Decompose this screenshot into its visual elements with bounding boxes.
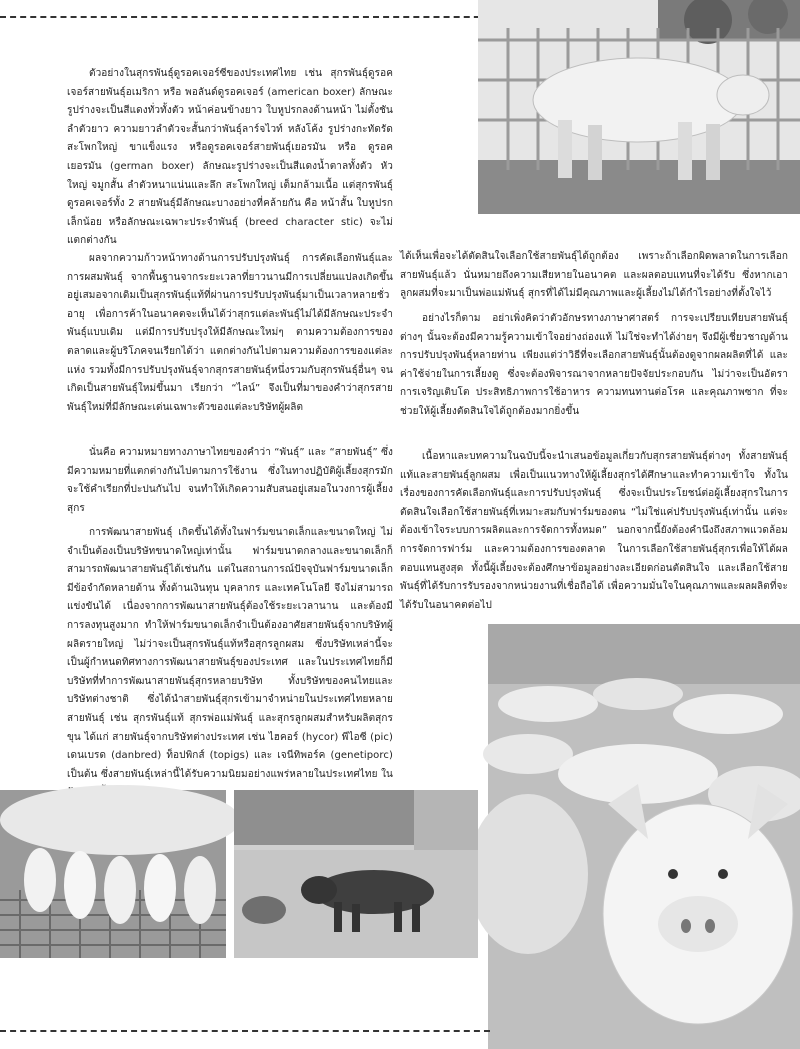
paragraph-4: การพัฒนาสายพันธุ์ เกิดขึ้นได้ทั้งในฟาร์มขนาดเล็กและขนาดใหญ่ ไม่จำเป็นต้องเป็นบริษัทขนาดใหญ่เท่านั้น ฟาร์มขนาดกลางและขนาดเล็กก็สามารถพัฒนาสายพันธุ์ได้เช่นกัน แต่ในสถานการณ์ปัจจุบันฟาร์มขนาดเล็กมีข้อจำกัดหลายด้าน ทั้งด้านเงินทุน บุคลากร และเทคโนโลยี จึงไม่สามารถแข่งขันได้ เนื่องจากการพัฒนาสายพันธุ์ต้องใช้ระยะเวลานาน และต้องมีการลงทุนสูงมาก ทำให้ฟาร์มขนาดเล็กจำเป็นต้องอาศัยสายพันธุ์จากบริษัทผู้ผลิตรายใหญ่ ไม่ว่าจะเป็นสุกรพันธุ์แท้หรือสุกรลูกผสม ซึ่งบริษัทเหล่านี้จะเป็นผู้กำหนดทิศทางการพัฒนาสายพันธุ์ของประเทศ และในประเทศไทยก็มีบริษัทที่ทำการพัฒนาสายพันธุ์สุกรหลายบริษัท ทั้งบริษัทของคนไทยและบริษัทต่างชาติ ซึ่งได้นำสายพันธุ์สุกรเข้ามาจำหน่ายในประเทศไทยหลายสายพันธุ์ เช่น สุกรพันธุ์แท้ สุกรพ่อแม่พันธุ์ และสุกรลูกผสมสำหรับผลิตสุกรขุน ได้แก่ สายพันธุ์จากบริษัทต่างประเทศ เช่น ไฮคอร์ (hycor) พีไอซี (pic) เดนเบรด (danbred) ท็อปพิกส์ (topigs) และ เจนีทิพอร์ค (genetiporc) เป็นต้น ซึ่งสายพันธุ์เหล่านี้ได้รับความนิยมอย่างแพร่หลายในประเทศไทย ใน [67,527,393,780]
photo-pig-on-grass [234,790,478,958]
photo-piglets-nursing [0,790,226,958]
paragraph-5: ได้เห็นเพื่อจะได้ตัดสินใจเลือกใช้สายพันธุ์ได้ถูกต้อง เพราะถ้าเลือกผิดพลาดในการเลือกสายพันธุ์แล้ว นั่นหมายถึงความเสียหายในอนาคต และผลตอบแทนที่จะได้รับ ซึ่งหากเอาลูกผสมที่จะมาเป็นพ่อแม่พันธุ์ สุกรที่ได้ไม่มีคุณภาพและผู้เลี้ยงไม่ได้กำไรอย่างที่ตั้งใจไว้ [400,251,788,300]
top-dashed-rule [0,16,500,18]
photo-boar-in-pen [478,0,800,214]
bottom-dashed-rule [0,1030,490,1032]
paragraph-2: ผลจากความก้าวหน้าทางด้านการปรับปรุงพันธุ์ การคัดเลือกพันธุ์และการผสมพันธุ์ จากพื้นฐานจากระยะเวลาที่ยาวนานมีการเปลี่ยนแปลงเกิดขึ้นอยู่เสมอจากเดิมเป็นสุกรพันธุ์แท้ที่ผ่านการปรับปรุงพันธุ์มาเป็นเวลาหลายชั่วอายุ เพื่อการค้าในอนาคตจะเห็นได้ว่าสุกรแต่ละพันธุ์ไม่ได้มีลักษณะประจำพันธุ์แบบเดิม แต่มีการปรับปรุงให้มีลักษณะใหม่ๆ ตามความต้องการของตลาดและผู้บริโภคจนเรียกได้ว่า แตกต่างกันไปตามความต้องการของแต่ละแห่ง รวมทั้งมีการปรับปรุงพันธุ์จากสุกรสายพันธุ์หนึ่งรวมกับสุกรพันธุ์อื่นๆ จนเกิดเป็นสายพันธุ์ใหม่ขึ้นมา เรียกว่า “ไลน์” จึงเป็นที่มาของคำว่าสุกรสายพันธุ์ใหม่ที่มีลักษณะเด่นเฉพาะตัวของแต่ละบริษัทผู้ผลิต [67,253,393,413]
photo-pig-herd [488,624,800,1049]
paragraph-6: อย่างไรก็ตาม อย่าเพิ่งคิดว่าตัวอักษรทางภาษาศาสตร์ การจะเปรียบเทียบสายพันธุ์ต่างๆ นั้นจะต้องมีความรู้ความเข้าใจอย่างถ่องแท้ ไม่ใช่จะทำได้ง่ายๆ จึงมีผู้เชี่ยวชาญด้านการปรับปรุงพันธุ์หลายท่าน เพียงแต่ว่าวิธีที่จะเลือกสายพันธุ์นั้นต้องดูจากผลผลิตที่ได้ และค่าใช้จ่ายในการเลี้ยงดู ซึ่งจะต้องพิจารณาจากหลายปัจจัยประกอบกัน ไม่ว่าจะเป็นอัตราการเจริญเติบโต ประสิทธิภาพการใช้อาหาร ความทนทานต่อโรค และคุณภาพซาก ที่จะช่วยให้ผู้เลี้ยงตัดสินใจได้ถูกต้องมากยิ่งขึ้น [400,313,788,417]
paragraph-1: ตัวอย่างในสุกรพันธุ์ดูรอคเจอร์ซีของประเทศไทย เช่น สุกรพันธุ์ดูรอคเจอร์สายพันธุ์อเมริกา หรือ พอลันด์ดูรอคเจอร์ (american boxer) ลักษณะรูปร่างจะเป็นสีแดงทั่วทั้งตัว หน้าค่อนข้างยาว ใบหูปรกลงด้านหน้า ไม่ตั้งชัน ลำตัวยาว ความยาวลำตัวจะสั้นกว่าพันธุ์ลาร์จไวท์ หลังโค้ง รูปร่างกะทัดรัด สะโพกใหญ่ ขาแข็งแรง หรือดูรอคเจอร์สายพันธุ์เยอรมัน หรือ ดูรอคเยอรมัน (german boxer) ลักษณะรูปร่างจะเป็นสีแดงน้ำตาลทั้งตัว หัวใหญ่ จมูกสั้น ลำตัวหนาแน่นและลึก สะโพกใหญ่ เต็มกล้ามเนื้อ แต่สุกรพันธุ์ดูรอคเจอร์ทั้ง 2 สายพันธุ์มีลักษณะบางอย่างที่คล้ายกัน คือ หน้าสั้น ใบหูปรกเล็กน้อย หรือลักษณะเฉพาะประจำพันธุ์ (breed character stic) จะไม่แตกต่างกัน [67,68,393,247]
paragraph-3: นั่นคือ ความหมายทางภาษาไทยของคำว่า “พันธุ์” และ “สายพันธุ์” ซึ่งมีความหมายที่แตกต่างกันไปตามการใช้งาน ซึ่งในทางปฏิบัติผู้เลี้ยงสุกรมักจะใช้คำเรียกที่ปะปนกันไป จนทำให้เกิดความสับสนอยู่เสมอในวงการผู้เลี้ยงสุกร [67,447,393,514]
paragraph-7: เนื้อหาและบทความในฉบับนี้จะนำเสนอข้อมูลเกี่ยวกับสุกรสายพันธุ์ต่างๆ ทั้งสายพันธุ์แท้และสายพันธุ์ลูกผสม เพื่อเป็นแนวทางให้ผู้เลี้ยงสุกรได้ศึกษาและทำความเข้าใจ ทั้งในเรื่องของการคัดเลือกพันธุ์และการปรับปรุงพันธุ์ ซึ่งจะเป็นประโยชน์ต่อผู้เลี้ยงสุกรในการตัดสินใจเลือกใช้สายพันธุ์ที่เหมาะสมกับฟาร์มของตน “ไม่ใช่แค่ปรับปรุงพันธุ์เท่านั้น แต่จะต้องเข้าใจระบบการผลิตและการจัดการทั้งหมด” นอกจากนี้ยังต้องคำนึงถึงสภาพแวดล้อม การจัดการฟาร์ม และความต้องการของตลาด ในการเลือกใช้สายพันธุ์สุกรเพื่อให้ได้ผลตอบแทนสูงสุด ทั้งนี้ผู้เลี้ยงจะต้องศึกษาข้อมูลอย่างละเอียดก่อนตัดสินใจ และเลือกใช้สายพันธุ์ที่ได้รับการรับรองจากหน่วยงานที่เชื่อถือได้ เพื่อความมั่นใจในคุณภาพและผลผลิตที่จะได้รับในอนาคตต่อไป [400,451,788,611]
